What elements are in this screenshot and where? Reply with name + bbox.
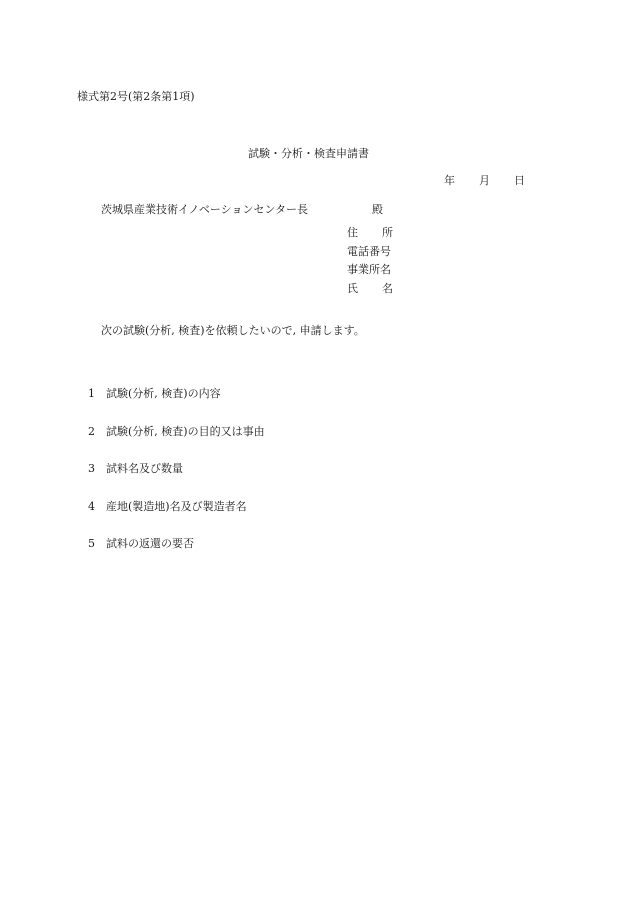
list-item — [88, 538, 265, 576]
item-text: 試験(分析, 検査)の目的又は事由 — [106, 424, 265, 438]
list-item — [88, 426, 265, 464]
applicant-fields — [347, 227, 393, 301]
item-text: 産地(製造地)名及び製造者名 — [106, 499, 247, 513]
list-item — [88, 388, 265, 426]
address-label: 住 所 — [347, 226, 393, 239]
request-statement: 次の試験(分析, 検査)を依頼したいので, 申請します。 — [101, 324, 365, 337]
date-month-label: 月 — [479, 174, 490, 187]
item-number: 5 — [88, 537, 95, 550]
item-text: 試験(分析, 検査)の内容 — [106, 387, 221, 400]
date-year-label: 年 — [444, 174, 455, 187]
list-item — [88, 463, 265, 501]
item-number: 3 — [88, 462, 95, 475]
honorific: 殿 — [372, 203, 383, 216]
item-text: 試料の返還の要否 — [106, 537, 194, 550]
item-number: 2 — [88, 424, 95, 438]
name-label: 氏 名 — [347, 281, 393, 295]
date-day-label: 日 — [514, 174, 525, 187]
list-item — [88, 501, 265, 539]
item-number: 4 — [88, 499, 95, 513]
document-title: 試験・分析・検査申請書 — [248, 147, 369, 160]
addressee: 茨城県産業技術イノベーションセンター長 — [101, 203, 309, 216]
form-number: 様式第2号(第2条第1項) — [77, 90, 195, 103]
item-list — [88, 388, 265, 576]
phone-label: 電話番号 — [347, 244, 391, 258]
date-line — [444, 175, 525, 186]
item-number: 1 — [88, 387, 95, 400]
office-name-label: 事業所名 — [347, 263, 391, 276]
item-text: 試料名及び数量 — [106, 462, 183, 475]
